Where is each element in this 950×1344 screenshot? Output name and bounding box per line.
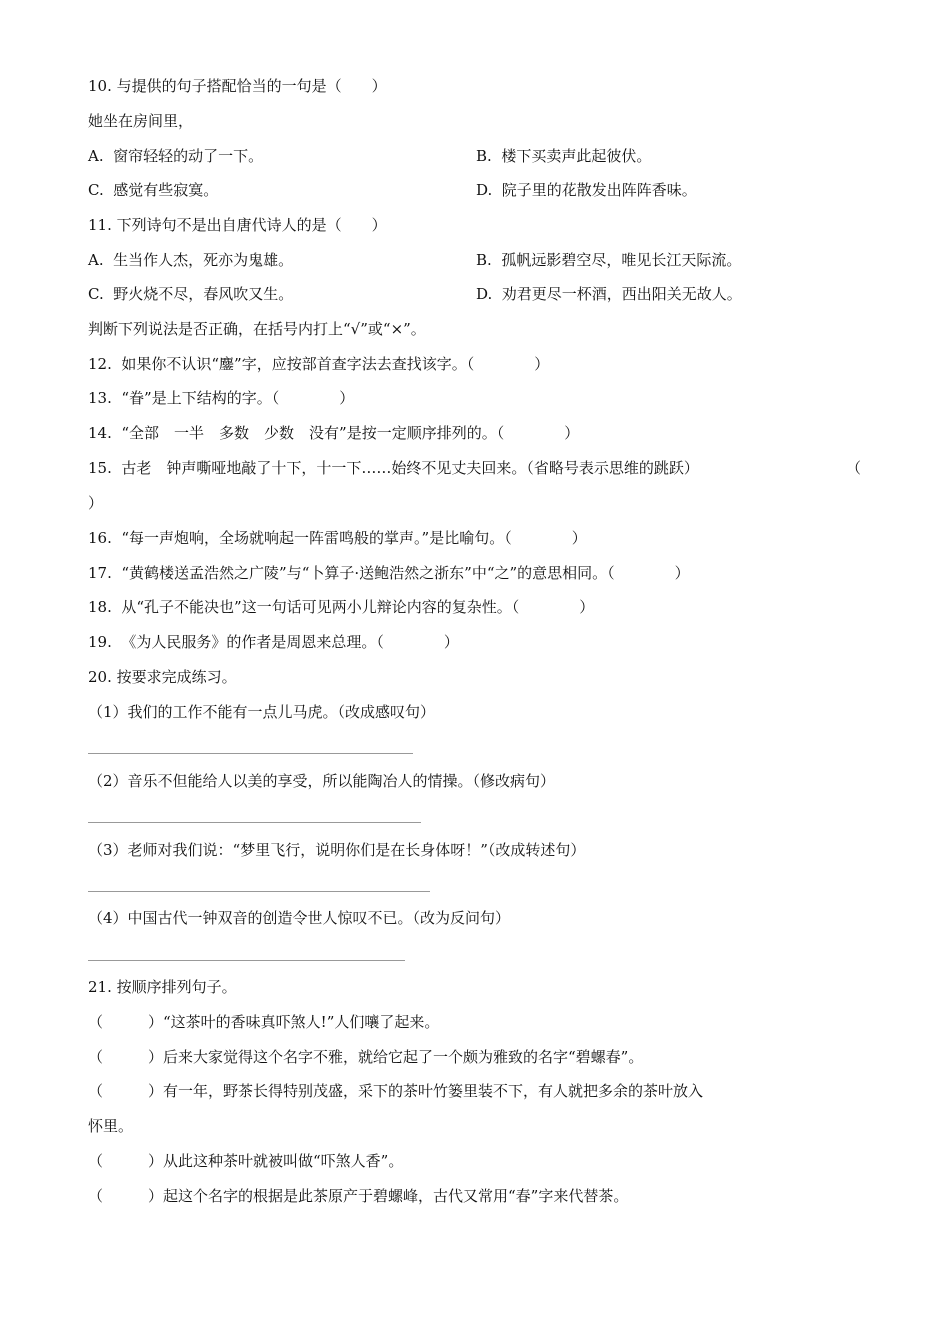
q21-sentence-4: （ ）从此这种茶叶就被叫做“吓煞人香”。 <box>88 1152 404 1170</box>
q11-stem: 11. 下列诗句不是出自唐代诗人的是（ ） <box>88 216 387 234</box>
q10-option-c: C. 感觉有些寂寞。 <box>88 181 219 199</box>
q10-option-a: A. 窗帘轻轻的动了一下。 <box>88 147 264 165</box>
judge-item-15-bracket-open: （ <box>846 459 862 477</box>
q11-option-a: A. 生当作人杰，死亦为鬼雄。 <box>88 251 294 269</box>
q20-answer-line-4[interactable] <box>88 960 405 961</box>
q21-sentence-2: （ ）后来大家觉得这个名字不雅，就给它起了一个颇为雅致的名字“碧螺春”。 <box>88 1048 644 1066</box>
judge-item-18: 18. 从“孔子不能决也”这一句话可见两小儿辩论内容的复杂性。（ ） <box>88 598 595 616</box>
q10-option-d: D. 院子里的花散发出阵阵香味。 <box>476 181 697 199</box>
judge-instruction: 判断下列说法是否正确，在括号内打上“√”或“×”。 <box>88 320 426 338</box>
q20-item-4: （4）中国古代一钟双音的创造令世人惊叹不已。（改为反问句） <box>88 909 511 927</box>
q20-item-2: （2）音乐不但能给人以美的享受，所以能陶冶人的情操。（修改病句） <box>88 772 556 790</box>
judge-item-14: 14. “全部 一半 多数 少数 没有”是按一定顺序排列的。（ ） <box>88 424 580 442</box>
q10-stem: 10. 与提供的句子搭配恰当的一句是（ ） <box>88 77 387 95</box>
judge-item-19: 19. 《为人民服务》的作者是周恩来总理。（ ） <box>88 633 459 651</box>
judge-item-15-bracket-close: ） <box>88 494 104 512</box>
q11-option-b: B. 孤帆远影碧空尽，唯见长江天际流。 <box>476 251 742 269</box>
q20-answer-line-1[interactable] <box>88 753 413 754</box>
judge-item-16: 16. “每一声炮响，全场就响起一阵雷鸣般的掌声。”是比喻句。（ ） <box>88 529 587 547</box>
q21-sentence-1: （ ）“这茶叶的香味真吓煞人!”人们嚷了起来。 <box>88 1013 440 1031</box>
q21-sentence-3-continuation: 怀里。 <box>88 1117 134 1135</box>
q20-item-1: （1）我们的工作不能有一点儿马虎。（改成感叹句） <box>88 703 436 721</box>
q20-answer-line-3[interactable] <box>88 891 430 892</box>
q20-answer-line-2[interactable] <box>88 822 421 823</box>
q11-option-c: C. 野火烧不尽，春风吹又生。 <box>88 285 294 303</box>
q10-option-b: B. 楼下买卖声此起彼伏。 <box>476 147 652 165</box>
judge-item-15: 15. 古老 钟声嘶哑地敲了十下，十一下……始终不见丈夫回来。（省略号表示思维的跳跃） <box>88 459 699 477</box>
q21-sentence-5: （ ）起这个名字的根据是此茶原产于碧螺峰，古代又常用“春”字来代替茶。 <box>88 1187 629 1205</box>
q20-item-3: （3）老师对我们说：“梦里飞行，说明你们是在长身体呀！”（改成转述句） <box>88 841 586 859</box>
q21-stem: 21. 按顺序排列句子。 <box>88 978 237 996</box>
q10-context: 她坐在房间里， <box>88 112 194 130</box>
judge-item-12: 12. 如果你不认识“鏖”字，应按部首查字法去查找该字。（ ） <box>88 355 550 373</box>
q21-sentence-3: （ ）有一年，野茶长得特别茂盛，采下的茶叶竹篓里装不下，有人就把多余的茶叶放入 <box>88 1082 704 1100</box>
judge-item-13: 13. “眷”是上下结构的字。（ ） <box>88 389 355 407</box>
judge-item-17: 17. “黄鹤楼送孟浩然之广陵”与“卜算子·送鲍浩然之浙东”中“之”的意思相同。（ ） <box>88 564 690 582</box>
q20-stem: 20. 按要求完成练习。 <box>88 668 237 686</box>
q11-option-d: D. 劝君更尽一杯酒，西出阳关无故人。 <box>476 285 742 303</box>
